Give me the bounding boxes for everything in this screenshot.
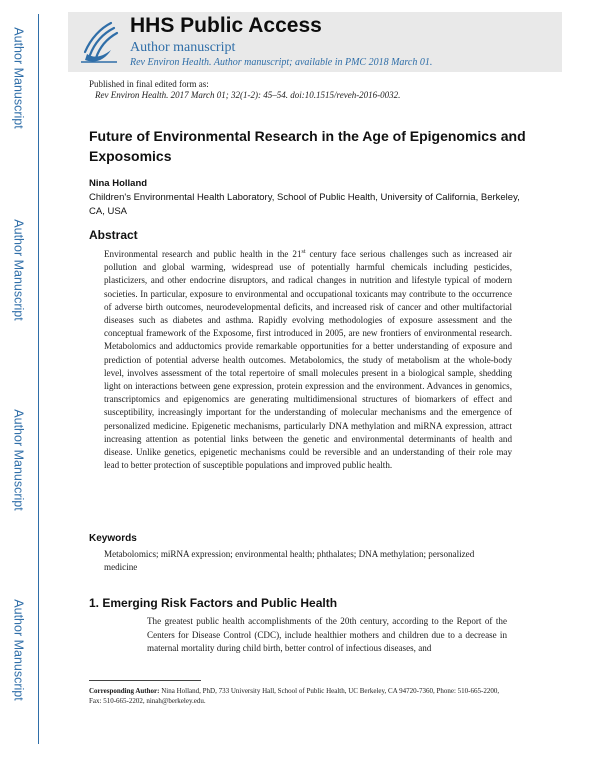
side-rail <box>38 14 39 744</box>
author-name: Nina Holland <box>89 178 148 189</box>
corresponding-author-footnote: Corresponding Author: Nina Holland, PhD, 733 University Hall, School of Public Health, UC Berkeley, CA 94720-7360, Phone: 510-665-2200, Fax: 510-665-2202, ninah@berkeley.edu. <box>89 687 500 705</box>
side-label: Author Manuscript <box>12 409 26 511</box>
published-label: Published in final edited form as: <box>89 79 209 89</box>
side-label: Author Manuscript <box>12 27 26 129</box>
section-body-text: The greatest public health accomplishments of the 20th century, according to the Report of the Centers for Disease Control (CDC), include healthier mothers and children due to a decrease in maternal mortality during child birth, better control of infectious diseases, and <box>147 616 507 653</box>
journal-citation: Rev Environ Health. Author manuscript; available in PMC 2018 March 01. <box>130 57 433 68</box>
hhs-eagle-logo-icon <box>77 18 121 66</box>
article-title: Future of Environmental Research in the Age of Epigenomics and Exposomics <box>89 128 526 164</box>
publication-citation: Rev Environ Health. 2017 March 01; 32(1-2): 45–54. doi:10.1515/reveh-2016-0032. <box>95 90 401 100</box>
hhs-header <box>68 12 562 72</box>
footnote-divider <box>89 680 201 681</box>
hhs-header-title: HHS Public Access <box>130 14 322 37</box>
author-affiliation: Children's Environmental Health Laboratory, School of Public Health, University of California, Berkeley, CA, USA <box>89 192 520 217</box>
publication-info <box>89 79 400 101</box>
abstract-text: Environmental research and public health in the 21st century face serious challenges such as increased air pollution and global warming, widespread use of potentially harmful chemicals including pesticides, plasticizers, and other endocrine disruptors, and radical changes in nutrition and lifestyle typical of modern societies. In particular, exposure to environmental and occupational toxicants may contribute to the occurrence of adverse birth outcomes, neurodevelopmental deficits, and increased risk of cancer and other multifactorial diseases such as diabetes and asthma. Rapidly evolving methodologies of exposure assessment and the conceptual framework of the Exposome, first introduced in 2005, are new frontiers of environmental research. Metabolomics and adductomics provide remarkable opportunities for a better understanding of exposure and prediction of potential adverse health outcomes. Metabolomics, the study of metabolism at the whole-body level, involves assessment of the total repertoire of small molecules present in a biological sample, shedding light on interactions between gene expression, protein expression and the environment. Advances in genomics, transcriptomics and epigenomics are generating multidimensional structures of biomarkers of effect and susceptibility, increasingly important for the understanding of molecular mechanisms and the emergence of personalized medicine. Epigenetic mechanisms, particularly DNA methylation and miRNA expression, attract increasing attention as potential links between the genetic and environmental determinants of health and disease. Unlike genetics, epigenetic mechanisms could be reversible and an understanding of their role may lead to better protection of susceptible populations and improved public health. <box>104 249 512 471</box>
side-label: Author Manuscript <box>12 599 26 701</box>
keywords-heading: Keywords <box>89 533 137 544</box>
abstract-heading: Abstract <box>89 228 138 242</box>
hhs-header-subtitle: Author manuscript <box>130 40 236 55</box>
keywords-list: Metabolomics; miRNA expression; environmental health; phthalates; DNA methylation; personalized medicine <box>104 549 475 572</box>
section-heading: 1. Emerging Risk Factors and Public Health <box>89 596 338 610</box>
side-label: Author Manuscript <box>12 219 26 321</box>
